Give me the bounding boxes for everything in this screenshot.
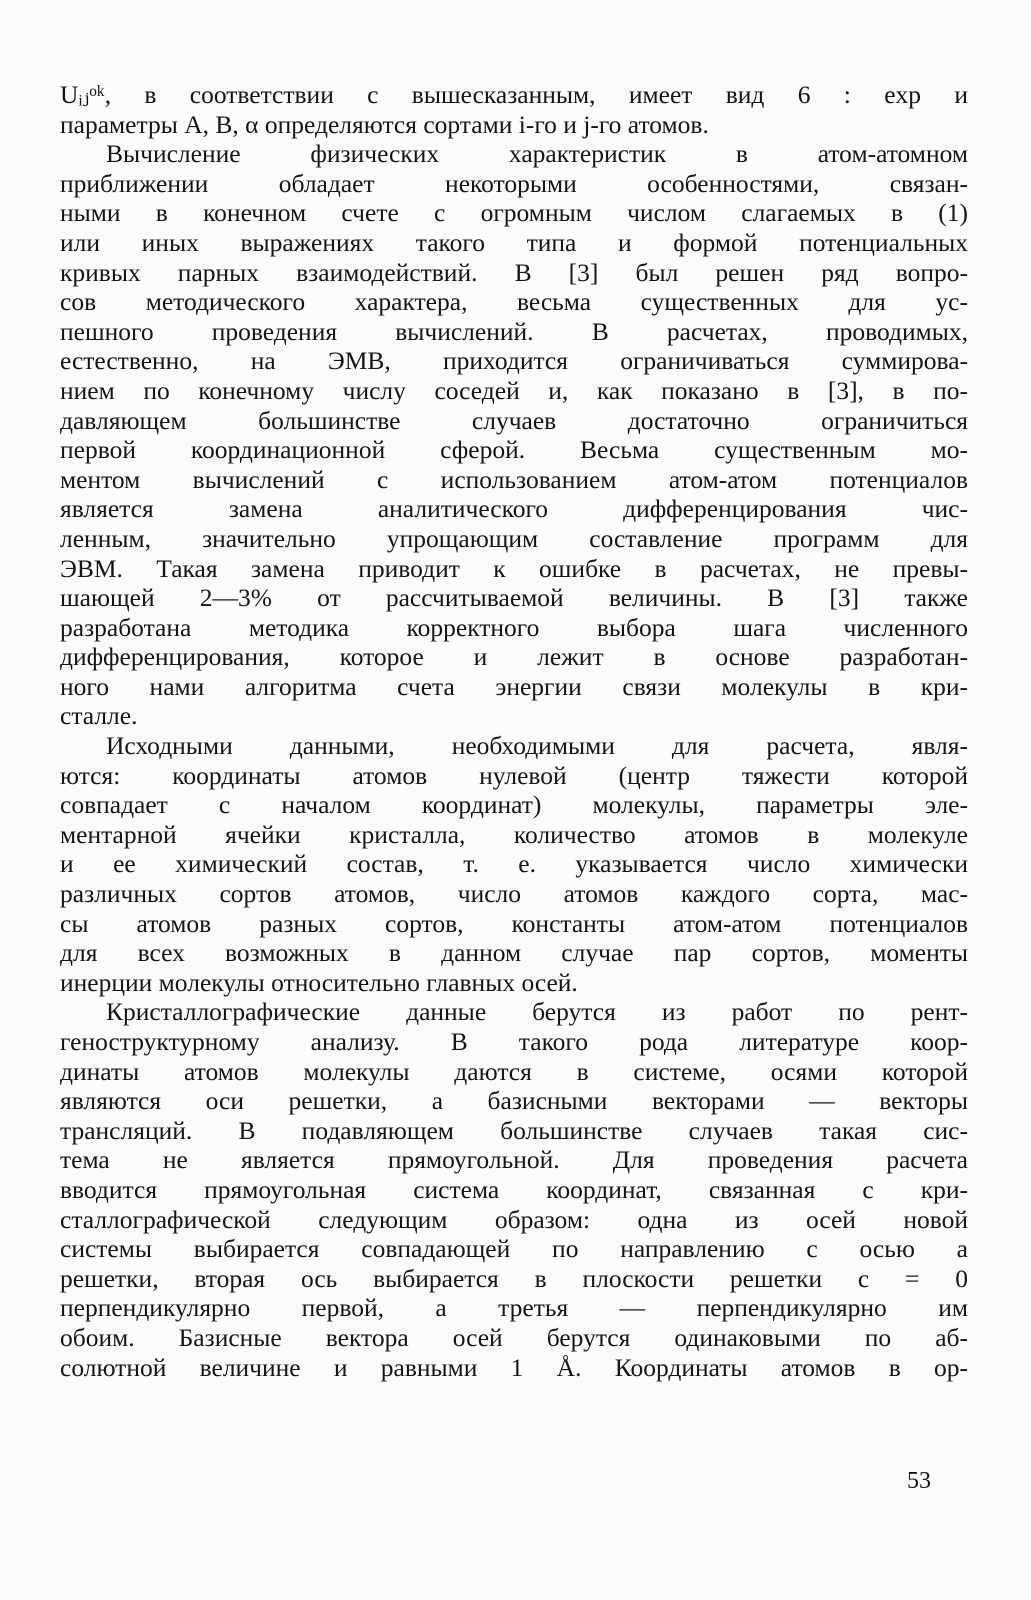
text-line: совпадает с началом координат) молекулы, параметры эле- — [60, 790, 968, 820]
text-line: инерции молекулы относительно главных осей. — [60, 967, 578, 997]
text-line: геноструктурному анализу. В такого рода литературе коор- — [60, 1027, 968, 1056]
text-line: Uᵢⱼᵒᵏ, в соответствии с вышесказанным, имеет вид 6 : exp и — [60, 80, 968, 109]
text-line: пешного проведения вычислений. В расчетах, проводимых, — [60, 316, 968, 346]
text-line: сы атомов разных сортов, константы атом-атом потенциалов — [60, 908, 968, 938]
text-line: давляющем большинстве случаев достаточно ограничиться — [60, 405, 968, 435]
text-line: является замена аналитического дифференцирования чис- — [60, 494, 968, 524]
text-line: ются: координаты атомов нулевой (центр тяжести которой — [60, 760, 968, 790]
body-text — [60, 80, 968, 1382]
text-line: и ее химический состав, т. е. указывается число химически — [60, 849, 968, 879]
text-line: первой координационной сферой. Весьма существенным мо- — [60, 435, 968, 465]
text-line: нием по конечному числу соседей и, как показано в [3], в по- — [60, 375, 968, 405]
paragraph — [60, 731, 968, 997]
text-line: сталлографической следующим образом: одна из осей новой — [60, 1204, 968, 1234]
text-line: системы выбирается совпадающей по направлению с осью a — [60, 1234, 968, 1264]
text-line: динаты атомов молекулы даются в системе, осями которой — [60, 1056, 968, 1086]
text-line: ленным, значительно упрощающим составление программ для — [60, 523, 968, 553]
paragraph — [60, 997, 968, 1382]
text-line: естественно, на ЭМВ, приходится ограничиваться суммирова- — [60, 346, 968, 376]
page-number: 53 — [907, 1468, 931, 1494]
text-line: тема не является прямоугольной. Для проведения расчета — [60, 1145, 968, 1175]
paragraph — [60, 139, 968, 731]
text-line: для всех возможных в данном случае пар сортов, моменты — [60, 938, 968, 968]
text-line: сталле. — [60, 701, 138, 731]
text-line: ЭВМ. Такая замена приводит к ошибке в расчетах, не превы- — [60, 553, 968, 583]
text-line: кривых парных взаимодействий. В [3] был решен ряд вопро- — [60, 257, 968, 287]
text-line: обоим. Базисные вектора осей берутся одинаковыми по аб- — [60, 1322, 968, 1352]
text-line: различных сортов атомов, число атомов каждого сорта, мас- — [60, 879, 968, 909]
text-line: ными в конечном счете с огромным числом слагаемых в (1) — [60, 198, 968, 228]
text-line: трансляций. В подавляющем большинстве случаев такая сис- — [60, 1115, 968, 1145]
text-line: ментарной ячейки кристалла, количество атомов в молекуле — [60, 819, 968, 849]
text-line: солютной величине и равными 1 Å. Координаты атомов в ор- — [60, 1352, 968, 1382]
text-line: параметры A, B, α определяются сортами i-го и j-го атомов. — [60, 109, 709, 139]
text-line: являются оси решетки, а базисными векторами — векторы — [60, 1086, 968, 1116]
paragraph — [60, 80, 968, 139]
text-line: приближении обладает некоторыми особенностями, связан- — [60, 168, 968, 198]
text-line: Вычисление физических характеристик в атом-атомном — [106, 139, 968, 169]
text-line: разработана методика корректного выбора шага численного — [60, 612, 968, 642]
text-line: ного нами алгоритма счета энергии связи молекулы в кри- — [60, 671, 968, 701]
text-line: сов методического характера, весьма существенных для ус- — [60, 287, 968, 317]
text-line: Кристаллографические данные берутся из работ по рент- — [106, 997, 968, 1027]
text-line: вводится прямоугольная система координат, связанная с кри- — [60, 1174, 968, 1204]
text-line: дифференцирования, которое и лежит в основе разработан- — [60, 642, 968, 672]
text-line: шающей 2—3% от рассчитываемой величины. В [3] также — [60, 583, 968, 613]
text-line: или иных выражениях такого типа и формой потенциальных — [60, 227, 968, 257]
text-line: перпендикулярно первой, а третья — перпендикулярно им — [60, 1293, 968, 1323]
text-line: решетки, вторая ось выбирается в плоскости решетки c = 0 — [60, 1263, 968, 1293]
text-line: Исходными данными, необходимыми для расчета, явля- — [106, 731, 968, 761]
text-line: ментом вычислений с использованием атом-атом потенциалов — [60, 464, 968, 494]
